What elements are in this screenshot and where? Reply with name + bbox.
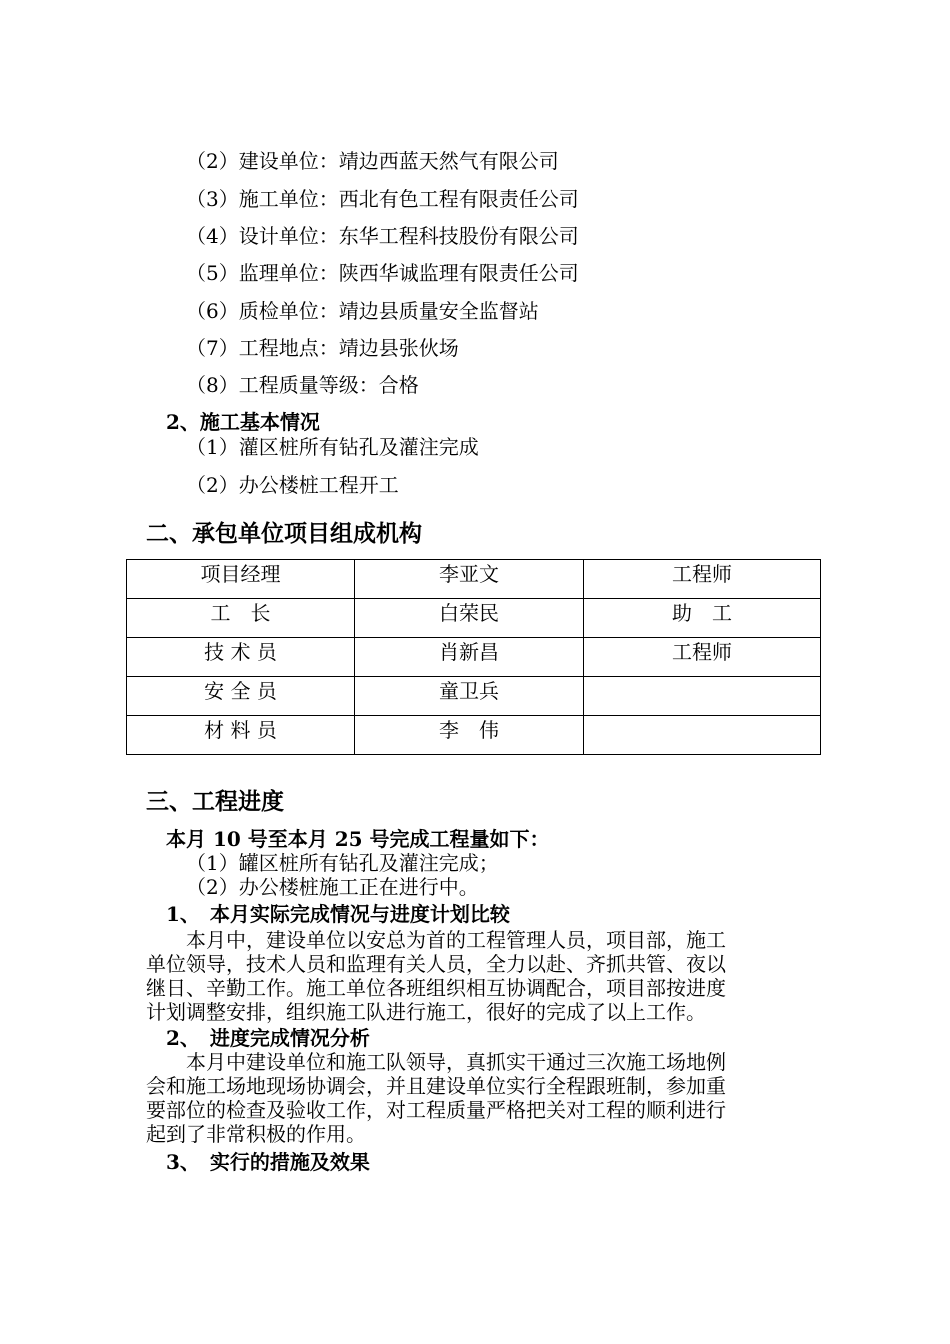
table-cell-position: 安 全 员 <box>127 677 355 716</box>
subsection-heading-analysis: 2、 进度完成情况分析 <box>166 1026 370 1050</box>
table-cell-title: 工程师 <box>584 560 821 599</box>
project-info-location: （7）工程地点：靖边县张伙场 <box>186 336 459 360</box>
subsection-heading-comparison: 1、 本月实际完成情况与进度计划比较 <box>166 902 510 926</box>
paragraph-line: 会和施工场地现场协调会，并且建设单位实行全程跟班制，参加重 <box>146 1074 726 1098</box>
paragraph-analysis <box>146 1050 806 1146</box>
table-row <box>127 638 821 677</box>
table-cell-name: 童卫兵 <box>355 677 584 716</box>
project-info-supervision-unit: （5）监理单位：陕西华诚监理有限责任公司 <box>186 261 579 285</box>
construction-basic-item: （1）灌区桩所有钻孔及灌注完成 <box>186 435 479 459</box>
table-cell-name: 李亚文 <box>355 560 584 599</box>
section-title-organization: 二、承包单位项目组成机构 <box>146 520 422 547</box>
project-info-quality-unit: （6）质检单位：靖边县质量安全监督站 <box>186 299 539 323</box>
project-info-construction-unit: （2）建设单位：靖边西蓝天然气有限公司 <box>186 149 559 173</box>
table-cell-title: 工程师 <box>584 638 821 677</box>
project-info-contractor: （3）施工单位：西北有色工程有限责任公司 <box>186 187 579 211</box>
table-cell-name: 白荣民 <box>355 599 584 638</box>
paragraph-line: 计划调整安排，组织施工队进行施工，很好的完成了以上工作。 <box>146 1000 706 1024</box>
progress-summary: 本月 10 号至本月 25 号完成工程量如下： <box>166 827 550 851</box>
paragraph-line: 本月中，建设单位以安总为首的工程管理人员，项目部，施工 <box>146 928 726 952</box>
table-cell-title <box>584 716 821 755</box>
paragraph-line: 单位领导，技术人员和监理有关人员，全力以赴、齐抓共管、夜以 <box>146 952 726 976</box>
paragraph-line: 继日、辛勤工作。施工单位各班组织相互协调配合，项目部按进度 <box>146 976 726 1000</box>
project-info-design-unit: （4）设计单位：东华工程科技股份有限公司 <box>186 224 579 248</box>
table-row <box>127 560 821 599</box>
table-cell-position: 项目经理 <box>127 560 355 599</box>
table-cell-position: 工 长 <box>127 599 355 638</box>
paragraph-line: 本月中建设单位和施工队领导，真抓实干通过三次施工场地例 <box>146 1050 726 1074</box>
table-cell-name: 李 伟 <box>355 716 584 755</box>
table-cell-position: 技 术 员 <box>127 638 355 677</box>
table-row <box>127 599 821 638</box>
project-info-quality-grade: （8）工程质量等级：合格 <box>186 373 419 397</box>
table-cell-title: 助 工 <box>584 599 821 638</box>
table-row <box>127 716 821 755</box>
progress-summary-item: （2）办公楼桩施工正在进行中。 <box>186 875 479 899</box>
progress-summary-item: （1）罐区桩所有钻孔及灌注完成； <box>186 851 499 875</box>
section-title-progress: 三、工程进度 <box>146 788 284 815</box>
construction-basic-heading: 2、施工基本情况 <box>166 410 320 434</box>
paragraph-comparison <box>146 928 806 1024</box>
organization-table <box>126 559 821 755</box>
paragraph-line: 要部位的检查及验收工作，对工程质量严格把关对工程的顺利进行 <box>146 1098 726 1122</box>
table-cell-title <box>584 677 821 716</box>
subsection-heading-measures: 3、 实行的措施及效果 <box>166 1150 370 1174</box>
construction-basic-item: （2）办公楼桩工程开工 <box>186 473 399 497</box>
table-row <box>127 677 821 716</box>
table-cell-position: 材 料 员 <box>127 716 355 755</box>
table-cell-name: 肖新昌 <box>355 638 584 677</box>
paragraph-line: 起到了非常积极的作用。 <box>146 1122 366 1146</box>
